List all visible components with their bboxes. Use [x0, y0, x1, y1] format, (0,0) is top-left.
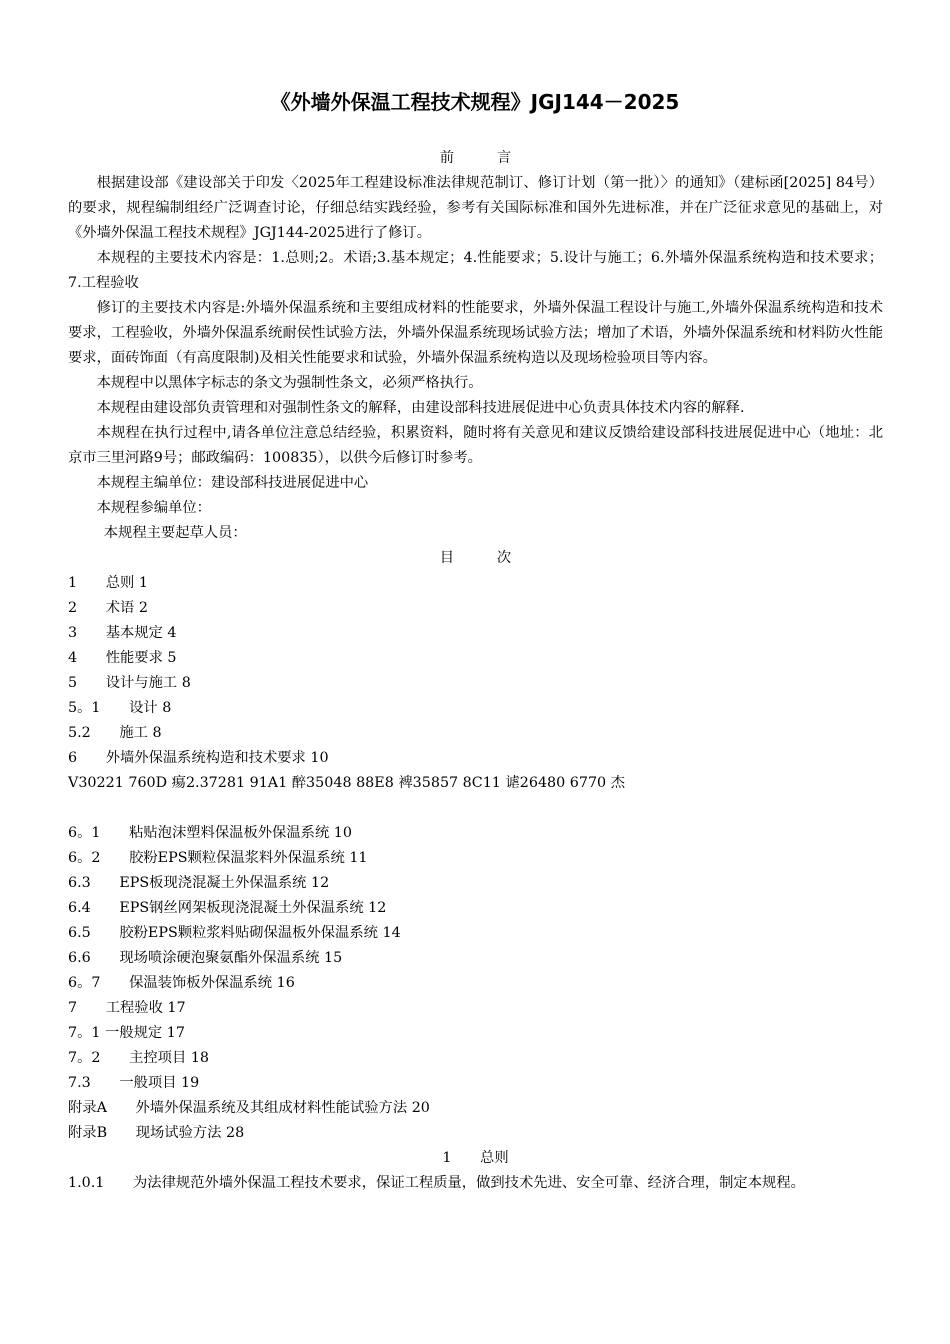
toc-item[interactable]: 6。1 粘贴泡沫塑料保温板外保温系统 10: [68, 825, 352, 841]
blank-line: [68, 796, 883, 821]
drafters: 本规程主要起草人员：: [103, 525, 247, 541]
toc-item[interactable]: 6。2 胶粉EPS颗粒保温浆料外保温系统 11: [68, 850, 368, 866]
toc-item[interactable]: 附录A 外墙外保温系统及其组成材料性能试验方法 20: [68, 1100, 430, 1116]
preface-heading: 前 言: [439, 150, 512, 166]
toc-item[interactable]: 7.3 一般项目 19: [68, 1075, 200, 1091]
toc-heading: 目 次: [439, 550, 512, 566]
document-title: 《外墙外保温工程技术规程》JGJ144－2025: [270, 90, 680, 114]
toc-item[interactable]: 5.2 施工 8: [68, 725, 162, 741]
preface-paragraph: 本规程由建设部负责管理和对强制性条文的解释，由建设部科技进展促进中心负责具体技术内容的解释.: [96, 400, 745, 416]
preface-paragraph: 本规程的主要技术内容是：1.总则;2。术语;3.基本规定；4.性能要求；5.设计与施工；6.外墙外保温系统构造和技术要求；7.工程验收: [68, 250, 883, 291]
toc-item[interactable]: 2 术语 2: [68, 600, 148, 616]
toc-item[interactable]: 3 基本规定 4: [68, 625, 177, 641]
toc-item[interactable]: 1 总则 1: [68, 575, 148, 591]
chief-editor-unit: 本规程主编单位：建设部科技进展促进中心: [96, 475, 369, 491]
clause-1-0-1: 1.0.1 为法律规范外墙外保温工程技术要求，保证工程质量，做到技术先进、安全可靠、经济合理，制定本规程。: [68, 1175, 805, 1191]
toc-item[interactable]: 6。7 保温装饰板外保温系统 16: [68, 975, 295, 991]
toc-list: [68, 571, 883, 1146]
toc-item[interactable]: 附录B 现场试验方法 28: [68, 1125, 245, 1141]
toc-item[interactable]: 6.5 胶粉EPS颗粒浆料贴砌保温板外保温系统 14: [68, 925, 401, 941]
preface-paragraph: 修订的主要技术内容是:外墙外保温系统和主要组成材料的性能要求，外墙外保温工程设计与施工,外墙外保温系统构造和技术要求，工程验收，外墙外保温系统耐侯性试验方法，外墙外保温系统现场试验方法；增加了术语，外墙外保温系统和材料防火性能要求，面砖饰面（有高度限制)及相关性能要求和试验，外墙外保温系统构造以及现场检验项目等内容。: [68, 300, 883, 366]
toc-item[interactable]: 5 设计与施工 8: [68, 675, 191, 691]
toc-item[interactable]: 7。2 主控项目 18: [68, 1050, 210, 1066]
participating-units: 本规程参编单位：: [96, 500, 211, 516]
toc-item[interactable]: 4 性能要求 5: [68, 650, 177, 666]
toc-item[interactable]: 5。1 设计 8: [68, 700, 172, 716]
toc-item[interactable]: 6.3 EPS板现浇混凝土外保温系统 12: [68, 875, 330, 891]
toc-item[interactable]: 6.4 EPS钢丝网架板现浇混凝土外保温系统 12: [68, 900, 387, 916]
chapter-heading: 1 总则: [442, 1150, 509, 1166]
preface-paragraph: 根据建设部《建设部关于印发〈2025年工程建设标准法律规范制订、修订计划（第一批）〉的通知》（建标函[2025] 84号）的要求，规程编制组经广泛调查讨论，仔细总结实践经验，参考有关国际标准和国外先进标准，并在广泛征求意见的基础上，对《外墙外保温工程技术规程》JGJ144-2025进行了修订。: [68, 175, 883, 241]
document-body: [68, 146, 883, 1196]
toc-item[interactable]: 7 工程验收 17: [68, 1000, 186, 1016]
toc-item[interactable]: 7。1 一般规定 17: [68, 1025, 185, 1041]
toc-item[interactable]: 6 外墙外保温系统构造和技术要求 10: [68, 750, 329, 766]
toc-item[interactable]: 6.6 现场喷涂硬泡聚氨酯外保温系统 15: [68, 950, 343, 966]
preface-paragraph: 本规程在执行过程中,请各单位注意总结经验，积累资料，随时将有关意见和建议反馈给建设部科技进展促进中心（地址：北京市三里河路9号；邮政编码：100835），以供今后修订时参考。: [68, 425, 883, 466]
preface-paragraph: 本规程中以黑体字标志的条文为强制性条文，必须严格执行。: [96, 375, 483, 391]
garbled-line: V30221 760D 瘍2.37281 91A1 醉35048 88E8 裨35857 8C11 谑26480 6770 杰: [68, 775, 625, 791]
